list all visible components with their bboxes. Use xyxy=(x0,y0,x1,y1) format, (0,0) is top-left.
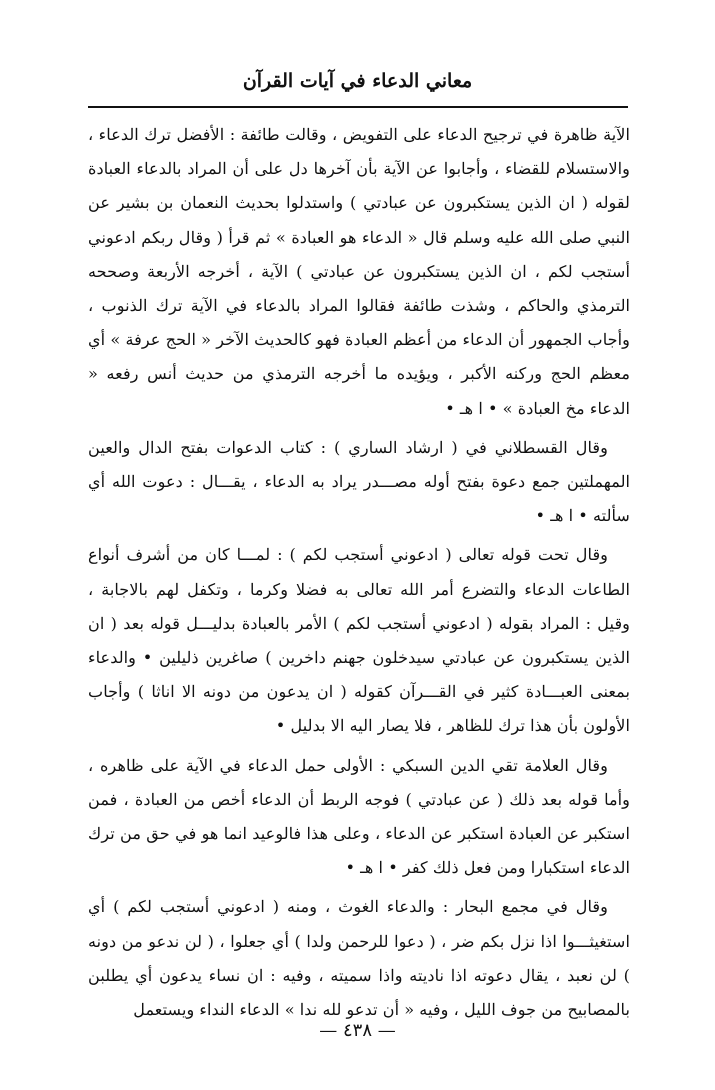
header-rule xyxy=(88,106,628,108)
page-body xyxy=(88,118,630,1027)
page-number: — ٤٣٨ — xyxy=(319,1020,396,1041)
paragraph-4: وقال العلامة تقي الدين السبكي : الأولى حمل الدعاء في الآية على ظاهره ، وأما قوله بعد ذلك ( عن عبادتي ) فوجه الربط أن الدعاء أخص من العبادة ، فمن استكبر عن العبادة استكبر عن الدعاء ، وعلى هذا فالوعيد انما هو في حق من ترك الدعاء استكبارا ومن فعل ذلك كفر • ا هـ • xyxy=(88,755,630,878)
paragraph-2: وقال القسطلاني في ( ارشاد الساري ) : كتاب الدعوات بفتح الدال والعين المهملتين جمع دعوة بفتح أوله مصـــدر يراد به الدعاء ، يقـــال : دعوت الله أي سألته • ا هـ • xyxy=(88,437,630,526)
paragraph-3: وقال تحت قوله تعالى ( ادعوني أستجب لكم ) : لمـــا كان من أشرف أنواع الطاعات الدعاء والتضرع أمر الله تعالى به فضلا وكرما ، وتكفل لهم بالاجابة ، وقيل : المراد بقوله ( ادعوني أستجب لكم ) الأمر بالعبادة بدليـــل قوله بعد ( ان الذين يستكبرون عن عبادتي سيدخلون جهنم داخرين ) صاغرين ذليلين • والدعاء بمعنى العبـــادة كثير في القـــرآن كقوله ( ان يدعون من دونه الا اناثا ) وأجاب الأولون بأن هذا ترك للظاهر ، فلا يصار اليه الا بدليل • xyxy=(88,545,630,736)
page-title: معاني الدعاء في آيات القرآن xyxy=(242,70,473,92)
paragraph-1: الآية ظاهرة في ترجيح الدعاء على التفويض ، وقالت طائفة : الأفضل ترك الدعاء ، والاستسلام للقضاء ، وأجابوا عن الآية بأن آخرها دل على أن المراد بالدعاء العبادة لقوله ( ان الذين يستكبرون عن عبادتي ) واستدلوا بحديث النعمان بن بشير عن النبي صلى الله عليه وسلم قال « الدعاء هو العبادة » ثم قرأ ( وقال ربكم ادعوني أستجب لكم ، ان الذين يستكبرون عن عبادتي ) الآية ، أخرجه الأربعة وصححه الترمذي والحاكم ، وشذت طائفة فقالوا المراد بالدعاء في الآية ترك الذنوب ، وأجاب الجمهور أن الدعاء من أعظم العبادة فهو كالحديث الآخر « الحج عرفة » أي معظم الحج وركنه الأكبر ، ويؤيده ما أخرجه الترمذي من حديث أنس رفعه « الدعاء مخ العبادة » • ا هـ • xyxy=(88,125,630,418)
paragraph-5: وقال في مجمع البحار : والدعاء الغوث ، ومنه ( ادعوني أستجب لكم ) أي استغيثـــوا اذا نزل بكم ضر ، ( دعوا للرحمن ولدا ) أي جعلوا ، ( لن ندعو من دونه ) لن نعبد ، يقال دعوته اذا ناديته واذا سميته ، وفيه : ان نساء يدعون أي يطلبن بالمصابيح من جوف الليل ، وفيه « أن تدعو لله ندا » الدعاء النداء ويستعمل xyxy=(88,897,630,1020)
